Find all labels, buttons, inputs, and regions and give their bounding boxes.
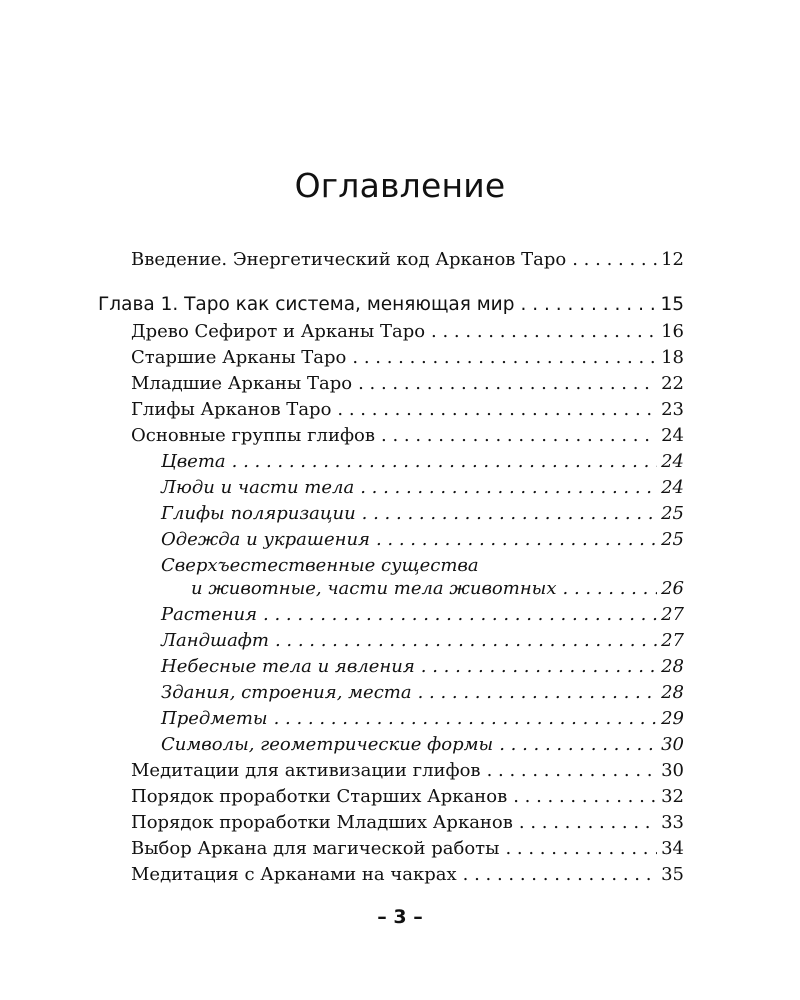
toc-entry-page: 26 (661, 578, 684, 599)
toc-leader-dots (519, 812, 657, 834)
toc-leader-dots (505, 838, 657, 860)
toc-entry-page: 30 (661, 760, 684, 781)
toc-leader-dots (232, 451, 657, 473)
toc-leader-dots (499, 734, 657, 756)
toc-entry-chakras (131, 864, 684, 886)
toc-leader-dots (418, 682, 658, 704)
toc-entry-title: Порядок проработки Младших Арканов (131, 812, 513, 833)
toc-entry-title: Древо Сефирот и Арканы Таро (131, 321, 426, 342)
toc-entry-landscape (161, 630, 684, 652)
toc-entry-page: 22 (661, 373, 684, 394)
toc-entry-title: Медитация с Арканами на чакрах (131, 864, 457, 885)
toc-entry-title: Основные группы глифов (131, 425, 376, 446)
toc-entry-page: 12 (661, 249, 684, 270)
toc-entry-page: 23 (661, 399, 684, 420)
toc-entry-minor-arcana (131, 373, 684, 395)
toc-entry-chapter-1 (98, 294, 684, 316)
toc-entry-title: Глифы поляризации (161, 503, 356, 524)
toc-entry-major-arcana (131, 347, 684, 369)
toc-entry-title: Цвета (161, 451, 226, 472)
toc-entry-title: Медитации для активизации глифов (131, 760, 481, 781)
toc-entry-introduction (131, 249, 684, 271)
toc-entry-title: Глифы Арканов Таро (131, 399, 332, 420)
toc-entry-page: 34 (661, 838, 684, 859)
toc-leader-dots (563, 578, 658, 600)
toc-entry-title: Здания, строения, места (161, 682, 412, 703)
toc-entry-title: Выбор Аркана для магической работы (131, 838, 500, 859)
toc-entry-plants (161, 604, 684, 626)
toc-entry-supernatural-line-2 (191, 578, 684, 600)
toc-leader-dots (360, 477, 657, 499)
toc-entry-choice (131, 838, 684, 860)
toc-entry-page: 15 (660, 294, 684, 315)
toc-entry-page: 33 (661, 812, 684, 833)
toc-entry-order-major (131, 786, 684, 808)
toc-entry-page: 25 (661, 503, 684, 524)
toc-leader-dots (263, 604, 657, 626)
toc-entry-glyph-groups (131, 425, 684, 447)
toc-entry-title: Одежда и украшения (161, 529, 370, 550)
toc-leader-dots (421, 656, 657, 678)
toc-entry-page: 29 (661, 708, 684, 729)
toc-entry-title: Предметы (161, 708, 268, 729)
toc-entry-page: 28 (661, 656, 684, 677)
toc-entry-page: 32 (661, 786, 684, 807)
toc-leader-dots (337, 399, 657, 421)
toc-leader-dots (362, 503, 657, 525)
toc-entry-title: Младшие Арканы Таро (131, 373, 353, 394)
toc-entry-page: 24 (661, 425, 684, 446)
toc-entry-title: Люди и части тела (161, 477, 355, 498)
toc-entry-glyphs (131, 399, 684, 421)
toc-entry-page: 18 (661, 347, 684, 368)
toc-leader-dots (513, 786, 657, 808)
toc-entry-buildings (161, 682, 684, 704)
toc-entry-title: Введение. Энергетический код Арканов Таро (131, 249, 567, 270)
toc-entry-page: 27 (661, 630, 684, 651)
toc-entry-objects (161, 708, 684, 730)
toc-entry-page: 28 (661, 682, 684, 703)
toc-entry-title: и животные, части тела животных (191, 578, 557, 599)
toc-entry-page: 30 (661, 734, 684, 755)
toc-leader-dots (358, 373, 657, 395)
toc-entry-symbols (161, 734, 684, 756)
toc-entry-title: Ландшафт (161, 630, 269, 651)
toc-entry-page: 25 (661, 529, 684, 550)
toc-entry-page: 35 (661, 864, 684, 885)
toc-entry-page: 24 (661, 477, 684, 498)
toc-entry-colors (161, 451, 684, 473)
toc-entry-supernatural-line-1: Сверхъестественные существа (161, 555, 479, 576)
toc-entry-title: Глава 1. Таро как система, меняющая мир (98, 294, 515, 315)
toc-entry-title: Растения (161, 604, 258, 625)
page-number: – 3 – (377, 906, 423, 928)
toc-entry-polarization (161, 503, 684, 525)
toc-leader-dots (520, 294, 656, 316)
toc-entry-page: 16 (661, 321, 684, 342)
toc-leader-dots (376, 529, 657, 551)
toc-leader-dots (572, 249, 657, 271)
page-title: Оглавление (294, 166, 506, 205)
toc-entry-meditations (131, 760, 684, 782)
toc-entry-title: Старшие Арканы Таро (131, 347, 347, 368)
toc-entry-page: 27 (661, 604, 684, 625)
toc-leader-dots (487, 760, 658, 782)
toc-leader-dots (275, 630, 657, 652)
toc-entry-people (161, 477, 684, 499)
toc-entry-title: Небесные тела и явления (161, 656, 415, 677)
toc-entry-sefirot (131, 321, 684, 343)
toc-leader-dots (352, 347, 657, 369)
toc-entry-order-minor (131, 812, 684, 834)
toc-entry-clothes (161, 529, 684, 551)
toc-entry-title: Символы, геометрические формы (161, 734, 494, 755)
toc-leader-dots (274, 708, 658, 730)
toc-entry-title: Порядок проработки Старших Арканов (131, 786, 508, 807)
toc-entry-celestial (161, 656, 684, 678)
toc-leader-dots (381, 425, 657, 447)
toc-entry-page: 24 (661, 451, 684, 472)
toc-leader-dots (431, 321, 657, 343)
toc-leader-dots (463, 864, 657, 886)
